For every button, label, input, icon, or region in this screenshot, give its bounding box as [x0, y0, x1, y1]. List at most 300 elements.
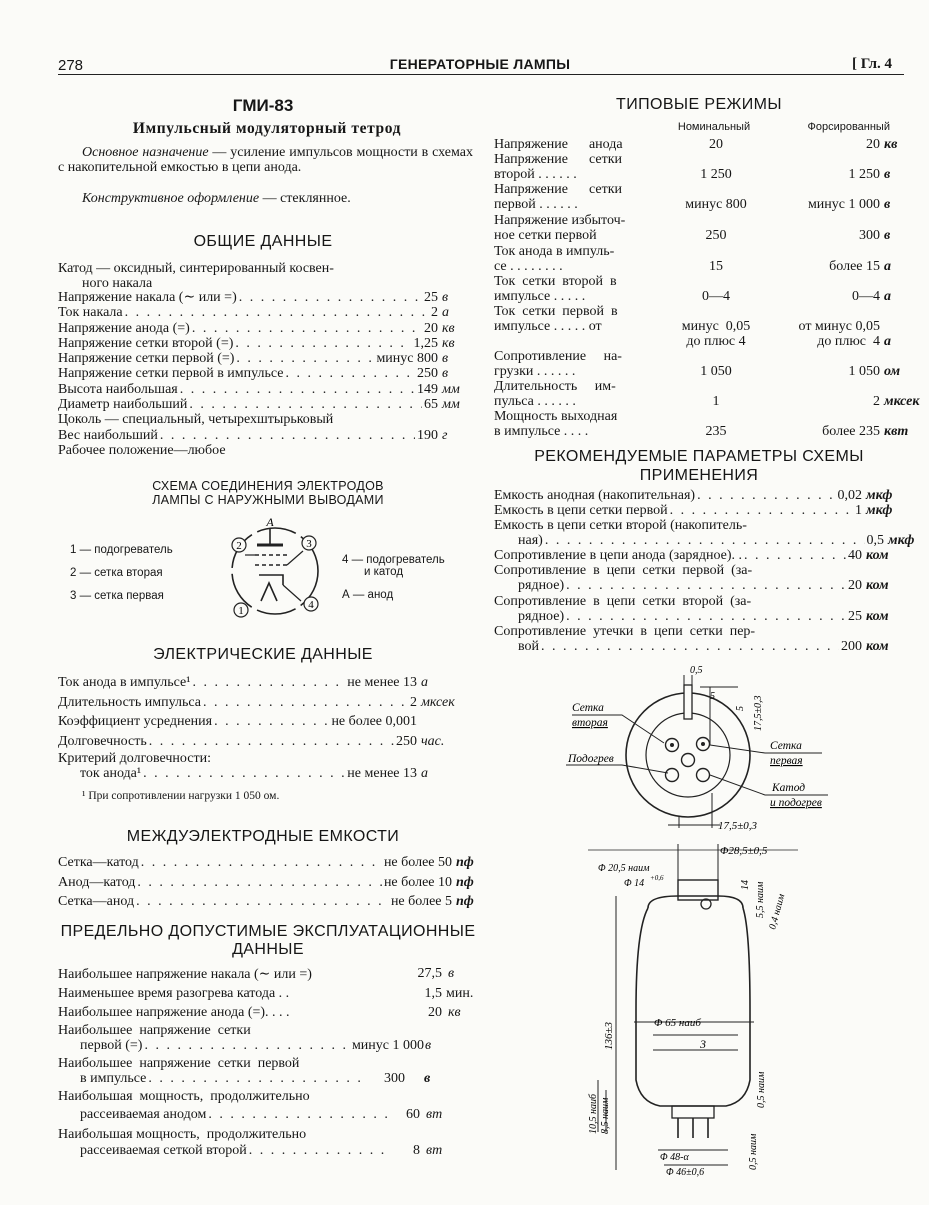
mode-label-line1: Длительность им- — [494, 379, 616, 394]
rec-label: ная) — [518, 533, 543, 548]
mode-nominal-value: 15 — [709, 259, 723, 274]
rec-row-4 — [494, 548, 902, 564]
leader-dots — [189, 397, 422, 412]
limit-label: Наибольшая мощность, продолжительно — [58, 1089, 310, 1104]
pin-4-label: 4 — [308, 599, 314, 611]
rec-value: 1 — [855, 503, 862, 518]
electrical-value: не более 0,001 — [331, 714, 417, 729]
design-label: Конструктивное оформление — [82, 191, 260, 206]
general-value: 1,25 — [413, 335, 438, 351]
electrical-data-list — [58, 673, 473, 751]
capacitance-row — [58, 892, 478, 912]
limit-unit: мин. — [446, 986, 474, 1001]
rec-value: 0,5 — [866, 533, 884, 548]
criterion-value: не менее 13 — [347, 766, 417, 781]
general-label: Напряжение накала (∼ или =) — [58, 290, 237, 305]
leader-podogrev — [566, 765, 668, 773]
general-row — [58, 305, 470, 320]
electrical-label: Долговечность — [58, 733, 147, 749]
criterion-unit: а — [421, 766, 428, 781]
design-paragraph — [82, 191, 472, 206]
limit-row-5b — [80, 1071, 405, 1087]
rec-value: 0,02 — [837, 488, 862, 503]
dim-17-horizontal: 17,5±0,3 — [718, 820, 758, 832]
general-label: Напряжение анода (=) — [58, 320, 190, 336]
rec-row-1 — [494, 488, 902, 504]
limit-unit: вт — [426, 1107, 443, 1122]
limit-value: 1,5 — [424, 986, 442, 1001]
electrical-row — [58, 693, 473, 713]
general-row — [58, 321, 470, 336]
mode-label-line2: импульсе . . . . . от — [494, 319, 602, 334]
recommended-heading-1: РЕКОМЕНДУЕМЫЕ ПАРАМЕТРЫ СХЕМЫ — [534, 448, 864, 465]
schema-legend-a: А — анод — [342, 589, 394, 601]
mode-forced-value: более 15 — [829, 259, 880, 274]
cathode-connector — [283, 585, 301, 601]
anode-cap-side — [678, 880, 718, 900]
limit-label: в импульсе — [80, 1071, 147, 1086]
rec-value: 40 — [848, 548, 862, 563]
rec-row-7b — [518, 639, 902, 655]
limit-unit: в — [424, 1071, 431, 1086]
electrical-heading: ЭЛЕКТРИЧЕСКИЕ ДАННЫЕ — [153, 646, 373, 663]
mode-unit: в — [884, 228, 891, 243]
heater-symbol — [261, 583, 277, 601]
dim-136: 136±3 — [603, 1021, 615, 1050]
dim-5b: 5 — [735, 706, 746, 711]
mode-label-line1: Ток сетки второй в — [494, 274, 617, 289]
mode-unit: а — [884, 334, 891, 349]
pin-a-label: А — [266, 515, 274, 529]
tube-base-drawing — [560, 665, 860, 835]
weight-label: Вес наибольший — [58, 428, 158, 443]
limit-label: рассеиваемая анодом — [80, 1107, 207, 1122]
mode-forced-value: 1 050 — [848, 364, 880, 379]
general-unit: в — [442, 366, 449, 382]
leader-dots — [566, 609, 846, 625]
header-rule — [58, 74, 904, 75]
limit-row-6b — [80, 1107, 420, 1123]
mode-unit: мксек — [884, 394, 920, 409]
mode-label-line1: Напряжение анода — [494, 137, 623, 152]
electrical-value: не менее 13 — [347, 675, 417, 690]
capacitance-value: не более 10 — [383, 874, 452, 890]
rec-row-5a: Сопротивление в цепи сетки первой (за- — [494, 563, 753, 578]
label-setka-vtoraya-1: Сетка — [572, 702, 604, 714]
pin-heater-2 — [666, 769, 679, 782]
rec-row-3a: Емкость в цепи сетки второй (накопитель- — [494, 518, 747, 533]
leader-dots — [160, 428, 415, 443]
cathode-line — [259, 575, 283, 585]
general-value: 25 — [424, 290, 438, 305]
limit-value: минус 1 000 — [351, 1038, 424, 1053]
dim-48: Φ 48-α — [660, 1152, 689, 1163]
general-value: 2 — [431, 305, 438, 321]
general-row — [58, 290, 470, 305]
mode-forced-value: минус 1 000 — [807, 197, 880, 212]
rec-unit: ком — [866, 639, 889, 654]
rec-label: рядное) — [518, 609, 565, 624]
dim-17-vertical: 17,5±0,3 — [753, 695, 764, 731]
capacitance-value: не более 50 — [383, 855, 452, 870]
cathode-line-2: ного накала — [82, 276, 153, 291]
recommended-heading-2: ПРИМЕНЕНИЯ — [639, 467, 759, 484]
page-number: 278 — [58, 57, 84, 74]
general-label: Напряжение сетки второй (=) — [58, 335, 234, 351]
mode-forced-value: 2 — [873, 394, 880, 409]
leader-dots — [125, 305, 429, 320]
leader-dots — [545, 533, 865, 549]
schema-legend-4a: 4 — подогреватель — [342, 554, 445, 566]
general-data-list — [58, 290, 470, 412]
mode-nominal-value-2: до плюс 4 — [686, 334, 746, 349]
pin-cathode — [697, 769, 710, 782]
grid-1-connector — [287, 551, 303, 565]
rec-unit: ком — [866, 548, 889, 563]
leader-dots — [203, 693, 408, 713]
dim-65: Φ 65 наиб — [654, 1017, 701, 1029]
electrical-unit: а — [421, 675, 428, 690]
dim-105: 10,5 наиб — [588, 1094, 599, 1134]
mode-label-line1: Напряжение сетки — [494, 182, 622, 197]
leader-dots — [141, 853, 382, 873]
capacitance-label: Анод—катод — [58, 874, 136, 890]
leader-dots — [236, 351, 374, 366]
limit-unit: вт — [426, 1143, 443, 1158]
modes-heading: ТИПОВЫЕ РЕЖИМЫ — [616, 96, 782, 113]
dim-05a: 0,5 наим — [756, 1071, 767, 1108]
leader-setka-pervaya — [710, 745, 822, 753]
rec-unit: мкф — [888, 533, 915, 548]
dim-04: 0,4 наим — [767, 892, 788, 931]
dim-14n: 14 — [740, 880, 751, 890]
mode-label-line2: се . . . . . . . . — [494, 259, 563, 274]
weight-value: 190 — [417, 428, 438, 443]
mode-unit: кв — [884, 137, 898, 152]
leader-dots — [214, 712, 329, 732]
general-value: минус 800 — [376, 351, 438, 367]
rec-row-6a: Сопротивление в цепи сетки второй (за- — [494, 594, 752, 609]
pin-grid2-center — [670, 743, 674, 747]
capacitance-value: не более 5 — [390, 894, 452, 909]
electrical-row — [58, 712, 473, 732]
leader-dots — [136, 892, 389, 912]
bulb-shoulder — [648, 896, 743, 908]
purpose-paragraph — [58, 145, 473, 175]
schema-legend-3: 3 — сетка первая — [70, 590, 164, 602]
mode-label-line2: ное сетки первой — [494, 228, 597, 243]
modes-col-forced: Форсированный — [807, 121, 890, 133]
leader-dots — [192, 673, 345, 693]
mode-label-line1: Напряжение избыточ- — [494, 213, 626, 228]
limit-unit: кв — [448, 1005, 461, 1020]
electrical-label: Коэффициент усреднения — [58, 714, 213, 729]
mode-unit: в — [884, 197, 891, 212]
general-unit: кв — [442, 335, 455, 351]
general-value: 20 — [424, 320, 438, 336]
mode-nominal-value: 0—4 — [702, 289, 730, 304]
mode-label-line1: Сопротивление на- — [494, 349, 622, 364]
mode-forced-value: 1 250 — [848, 167, 880, 182]
electrical-value: 2 — [410, 694, 417, 710]
capacitance-row — [58, 873, 478, 893]
rec-label: Емкость анодная (накопительная) — [494, 488, 696, 503]
limit-label: Наибольшее напряжение накала (∼ или =) — [58, 967, 312, 982]
limit-value: 20 — [428, 1005, 442, 1020]
chapter-reference: [ Гл. 4 — [852, 56, 893, 72]
running-title: ГЕНЕРАТОРНЫЕ ЛАМПЫ — [389, 56, 571, 72]
leader-dots — [148, 1071, 363, 1087]
general-value: 65 — [424, 397, 438, 413]
criterion-line: Критерий долговечности: — [58, 751, 211, 766]
leader-dots — [144, 1038, 350, 1054]
weight-row — [58, 428, 470, 443]
mode-nominal-value: 1 050 — [700, 364, 732, 379]
rec-unit: ком — [866, 609, 889, 624]
capacitance-list — [58, 853, 478, 912]
mode-unit: ом — [884, 364, 901, 379]
general-label: Напряжение сетки первой (=) — [58, 351, 235, 367]
rec-label: рядное) — [518, 578, 565, 593]
limits-heading-2: ДАННЫЕ — [232, 941, 304, 958]
schema-title-1: СХЕМА СОЕДИНЕНИЯ ЭЛЕКТРОДОВ — [152, 479, 384, 493]
mode-nominal-value: 1 250 — [700, 167, 732, 182]
leader-dots — [670, 503, 853, 519]
leader-dots — [249, 1143, 388, 1159]
rec-row-3b — [518, 533, 914, 549]
mode-unit: а — [884, 259, 891, 274]
schema-legend-4b: и катод — [364, 566, 404, 578]
dim-85: 8,5 наим — [600, 1097, 611, 1134]
rec-value: 200 — [841, 639, 862, 654]
dim-3: 3 — [700, 1037, 706, 1051]
tube-side-drawing — [578, 840, 828, 1180]
design-text: — стеклянное. — [259, 191, 351, 206]
mode-nominal-value: 235 — [705, 424, 727, 439]
criterion-label: ток анода¹ — [80, 766, 142, 781]
general-label: Ток накала — [58, 305, 123, 321]
electrical-unit: мксек — [421, 694, 455, 710]
label-katod-1: Катод — [772, 782, 806, 794]
limit-label: рассеиваемая сеткой второй — [80, 1143, 247, 1158]
limit-label: Наибольшая мощность, продолжительно — [58, 1127, 307, 1142]
pin-1-label: 1 — [238, 605, 244, 617]
tube-name: ГМИ-83 — [232, 96, 294, 115]
pin-2-label: 2 — [236, 540, 242, 552]
dim-5: 5 — [710, 691, 715, 702]
label-setka-pervaya-1: Сетка — [770, 740, 802, 752]
general-heading: ОБЩИЕ ДАННЫЕ — [193, 233, 333, 250]
leader-dots — [286, 366, 415, 381]
mode-nominal-value: минус 800 — [685, 197, 747, 212]
mode-label-line1: Мощность выходная — [494, 409, 618, 424]
limit-value: 300 — [384, 1071, 405, 1086]
leader-dots — [208, 1107, 388, 1123]
limit-label: первой (=) — [80, 1038, 143, 1053]
mode-nominal-value: 20 — [709, 137, 723, 152]
capacitance-unit: пф — [456, 855, 474, 870]
mode-nominal-value: 1 — [712, 394, 720, 409]
capacitance-heading: МЕЖДУЭЛЕКТРОДНЫЕ ЕМКОСТИ — [126, 828, 400, 845]
leader-dots — [137, 873, 382, 893]
limit-label: Наибольшее напряжение сетки первой — [58, 1056, 300, 1071]
limit-value: 27,5 — [417, 966, 442, 981]
leader-dots — [566, 578, 846, 594]
leader-dots — [192, 321, 422, 336]
base-inner-circle — [646, 713, 730, 797]
general-unit: в — [442, 351, 449, 367]
general-label: Напряжение сетки первой в импульсе — [58, 366, 284, 382]
leader-dots — [744, 548, 846, 564]
mode-forced-value: 300 — [859, 228, 880, 243]
tube-subtitle: Импульсный модуляторный тетрод — [132, 120, 402, 137]
leader-dots — [149, 732, 394, 752]
dim-28: Φ28,5±0,5 — [720, 845, 768, 857]
general-unit: а — [442, 305, 449, 321]
leader-dots — [235, 336, 411, 351]
electrical-label: Ток анода в импульсе¹ — [58, 675, 191, 690]
mode-label-line2: второй . . . . . . — [494, 167, 577, 182]
general-unit: мм — [442, 381, 460, 397]
dim-14: Φ 14 — [624, 878, 645, 889]
mode-label-line1: Ток сетки первой в — [494, 304, 618, 319]
electrical-label: Длительность импульса — [58, 694, 201, 710]
mode-unit: а — [884, 289, 891, 304]
general-row — [58, 351, 470, 366]
pin-3-label: 3 — [306, 538, 312, 550]
electrical-footnote: ¹ При сопротивлении нагрузки 1 050 ом. — [82, 790, 280, 802]
position-line: Рабочее положение—любое — [58, 443, 226, 458]
criterion-row — [80, 766, 473, 781]
rec-label: вой — [518, 639, 540, 654]
rec-label: Сопротивление в цепи анода (зарядное). . — [494, 548, 743, 563]
dim-55: 5,5 наим — [755, 881, 766, 918]
electrical-row — [58, 673, 473, 693]
general-label: Диаметр наибольший — [58, 397, 188, 413]
limit-unit: в — [425, 1038, 432, 1053]
general-label: Высота наибольшая — [58, 381, 178, 397]
mode-label-line2: грузки . . . . . . — [494, 364, 576, 379]
general-value: 149 — [417, 381, 438, 397]
rec-unit: мкф — [866, 503, 893, 518]
limits-heading-1: ПРЕДЕЛЬНО ДОПУСТИМЫЕ ЭКСПЛУАТАЦИОННЫЕ — [60, 923, 476, 940]
mode-label-line2: пульса . . . . . . — [494, 394, 576, 409]
general-row — [58, 397, 470, 412]
electrical-value: 250 — [396, 733, 417, 749]
general-unit: кв — [442, 320, 455, 336]
limit-label: Наибольшее напряжение сетки — [58, 1023, 251, 1038]
leader-dots — [541, 639, 839, 655]
capacitance-unit: пф — [456, 894, 474, 909]
label-setka-pervaya-2: первая — [770, 755, 803, 767]
rec-label: Емкость в цепи сетки первой — [494, 503, 668, 518]
mode-unit: в — [884, 167, 891, 182]
mode-forced-value: от минус 0,05 — [798, 319, 880, 334]
schema-legend-2: 2 — сетка вторая — [70, 567, 163, 579]
schema-title-2: ЛАМПЫ С НАРУЖНЫМИ ВЫВОДАМИ — [152, 493, 384, 507]
rec-row-2 — [494, 503, 902, 519]
mode-label-line1: Ток анода в импуль- — [494, 244, 615, 259]
mode-label-line2: первой . . . . . . — [494, 197, 578, 212]
base-line: Цоколь — специальный, четырехштырьковый — [58, 412, 334, 427]
mode-label-line2: импульсе . . . . . — [494, 289, 586, 304]
leader-katod — [710, 775, 828, 795]
mode-label-line1: Напряжение сетки — [494, 152, 622, 167]
leader-dots — [180, 382, 415, 397]
dim-top: 0,5 — [690, 665, 703, 676]
rec-row-7a: Сопротивление утечки в цепи сетки пер- — [494, 624, 756, 639]
mode-nominal-value: минус 0,05 — [681, 319, 751, 334]
general-unit: мм — [442, 397, 460, 413]
leader-dots — [239, 290, 422, 305]
limit-unit: в — [448, 966, 455, 981]
mode-forced-value: 20 — [866, 137, 880, 152]
rec-value: 20 — [848, 578, 862, 593]
purpose-label: Основное назначение — [82, 145, 209, 160]
general-row — [58, 336, 470, 351]
pin-grid1-center — [701, 742, 705, 746]
mode-unit: квт — [884, 424, 909, 439]
capacitance-row — [58, 853, 478, 873]
limit-value: 8 — [413, 1143, 420, 1158]
pin-heater — [682, 754, 695, 767]
bulb-envelope — [636, 908, 750, 1106]
general-unit: в — [442, 290, 449, 305]
purpose-text: — усиление импульсов мощности в схемах с накопительной емкостью в цепи анода. — [58, 145, 473, 176]
mode-forced-value: 0—4 — [852, 289, 880, 304]
limit-label: Наибольшее напряжение анода (=). . . . — [58, 1005, 290, 1020]
dim-46: Φ 46±0,6 — [666, 1167, 705, 1178]
anode-cap — [684, 685, 692, 719]
weight-unit: г — [442, 428, 448, 443]
label-katod-2: и подогрев — [770, 797, 822, 809]
limit-label: Наименьшее время разогрева катода . . — [58, 986, 290, 1001]
mode-forced-value-2: до плюс 4 — [817, 334, 880, 349]
mode-forced-value: более 235 — [822, 424, 880, 439]
electrical-unit: час. — [421, 733, 445, 749]
capacitance-label: Сетка—анод — [58, 894, 135, 909]
general-value: 250 — [417, 366, 438, 382]
schema-legend-1: 1 — подогреватель — [70, 544, 173, 556]
general-row — [58, 382, 470, 397]
general-row — [58, 366, 470, 381]
rec-row-5b — [518, 578, 902, 594]
rec-unit: мкф — [866, 488, 893, 503]
mode-label-line2: в импульсе . . . . — [494, 424, 589, 439]
leader-dots — [697, 488, 835, 504]
limit-row-7b — [80, 1143, 420, 1159]
dim-14-tolerance: +0,6 — [650, 874, 664, 882]
modes-col-nominal: Номинальный — [677, 121, 751, 133]
label-podogrev: Подогрев — [568, 753, 614, 765]
leader-dots — [143, 766, 345, 781]
electrode-schema-diagram — [225, 515, 325, 619]
mode-nominal-value: 250 — [705, 228, 727, 243]
limit-row-4b — [80, 1038, 435, 1054]
rec-value: 25 — [848, 609, 862, 624]
label-setka-vtoraya-2: вторая — [572, 717, 608, 729]
cathode-line-1: Катод — оксидный, синтерированный косвен- — [58, 261, 334, 276]
rec-row-6b — [518, 609, 902, 625]
dim-05b: 0,5 наим — [748, 1133, 759, 1170]
limit-value: 60 — [406, 1107, 420, 1122]
rec-unit: ком — [866, 578, 889, 593]
tube-base — [672, 1106, 714, 1118]
dim-205: Φ 20,5 наим — [598, 863, 650, 874]
capacitance-unit: пф — [456, 874, 474, 890]
electrical-row — [58, 732, 473, 752]
capacitance-label: Сетка—катод — [58, 855, 139, 870]
